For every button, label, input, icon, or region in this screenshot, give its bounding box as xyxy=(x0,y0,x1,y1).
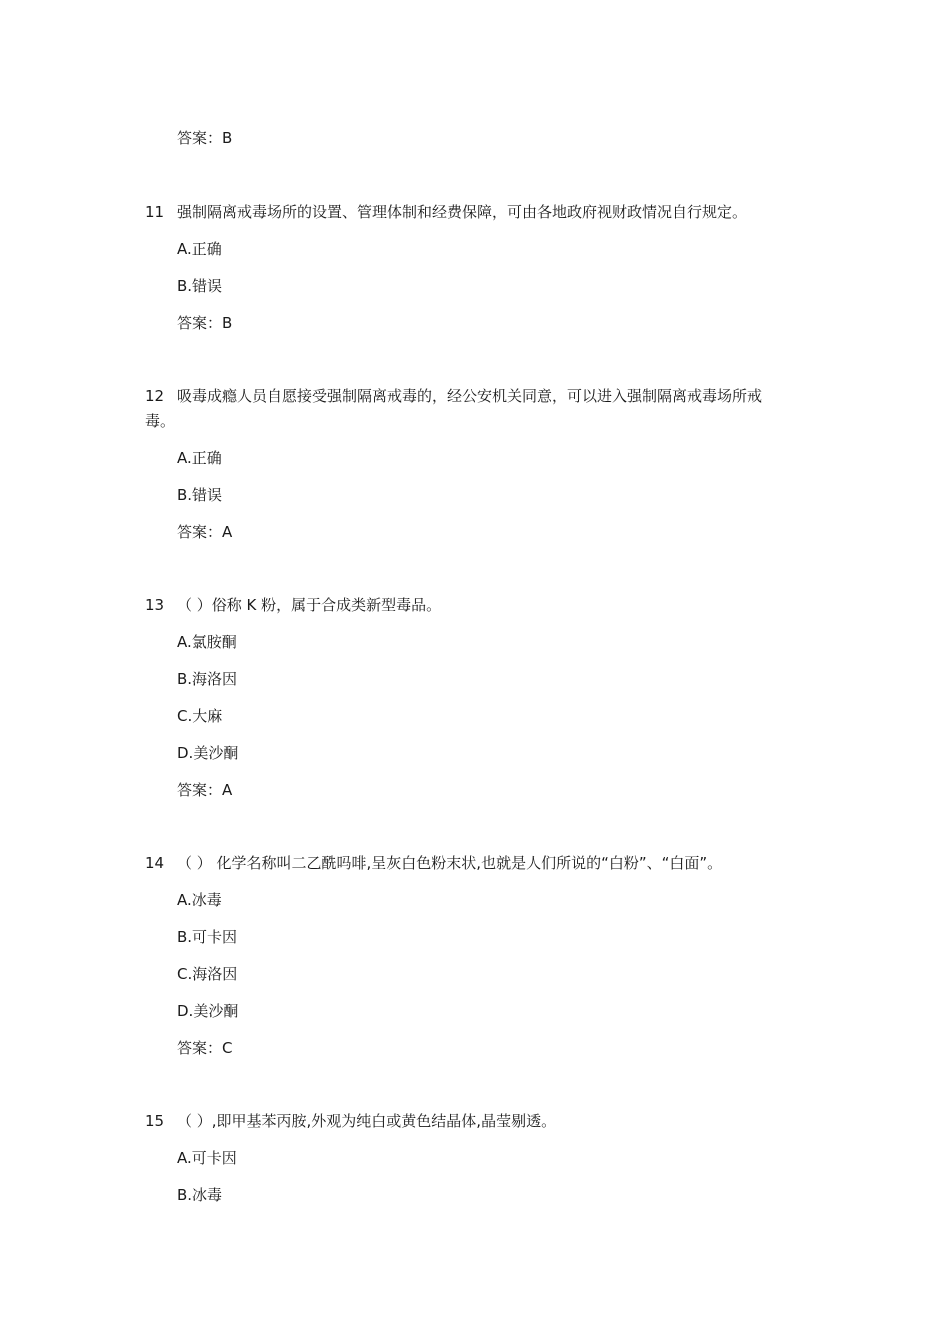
option-d: D.美沙酮 xyxy=(177,1002,239,1020)
option-a: A.正确 xyxy=(177,449,222,467)
option-c: C.大麻 xyxy=(177,707,223,725)
question-number: 14 xyxy=(145,854,165,872)
question-number: 15 xyxy=(145,1112,165,1130)
question-text-continuation: 毒。 xyxy=(145,412,176,430)
question-text: （ ） 化学名称叫二乙酰吗啡,呈灰白色粉末状,也就是人们所说的“白粉”、“白面”。 xyxy=(177,854,723,872)
answer: 答案：B xyxy=(177,314,233,332)
option-a: A.冰毒 xyxy=(177,891,222,909)
answer: 答案：C xyxy=(177,1039,233,1057)
option-b: B.错误 xyxy=(177,277,223,295)
option-b: B.海洛因 xyxy=(177,670,238,688)
option-a: A.正确 xyxy=(177,240,222,258)
question-text: （ ）俗称 K 粉，属于合成类新型毒品。 xyxy=(177,596,442,614)
option-b: B.冰毒 xyxy=(177,1186,223,1204)
option-b: B.可卡因 xyxy=(177,928,238,946)
question-number: 11 xyxy=(145,203,165,221)
question-number: 12 xyxy=(145,387,165,405)
option-c: C.海洛因 xyxy=(177,965,238,983)
question-text: 吸毒成瘾人员自愿接受强制隔离戒毒的，经公安机关同意，可以进入强制隔离戒毒场所戒 xyxy=(177,387,763,405)
option-d: D.美沙酮 xyxy=(177,744,239,762)
answer: 答案：A xyxy=(177,781,233,799)
question-text: 强制隔离戒毒场所的设置、管理体制和经费保障，可由各地政府视财政情况自行规定。 xyxy=(177,203,748,221)
option-b: B.错误 xyxy=(177,486,223,504)
question-number: 13 xyxy=(145,596,165,614)
question-text: （ ）,即甲基苯丙胺,外观为纯白或黄色结晶体,晶莹剔透。 xyxy=(177,1112,557,1130)
option-a: A.氯胺酮 xyxy=(177,633,237,651)
option-a: A.可卡因 xyxy=(177,1149,237,1167)
answer-10: 答案：B xyxy=(177,129,233,147)
answer: 答案：A xyxy=(177,523,233,541)
